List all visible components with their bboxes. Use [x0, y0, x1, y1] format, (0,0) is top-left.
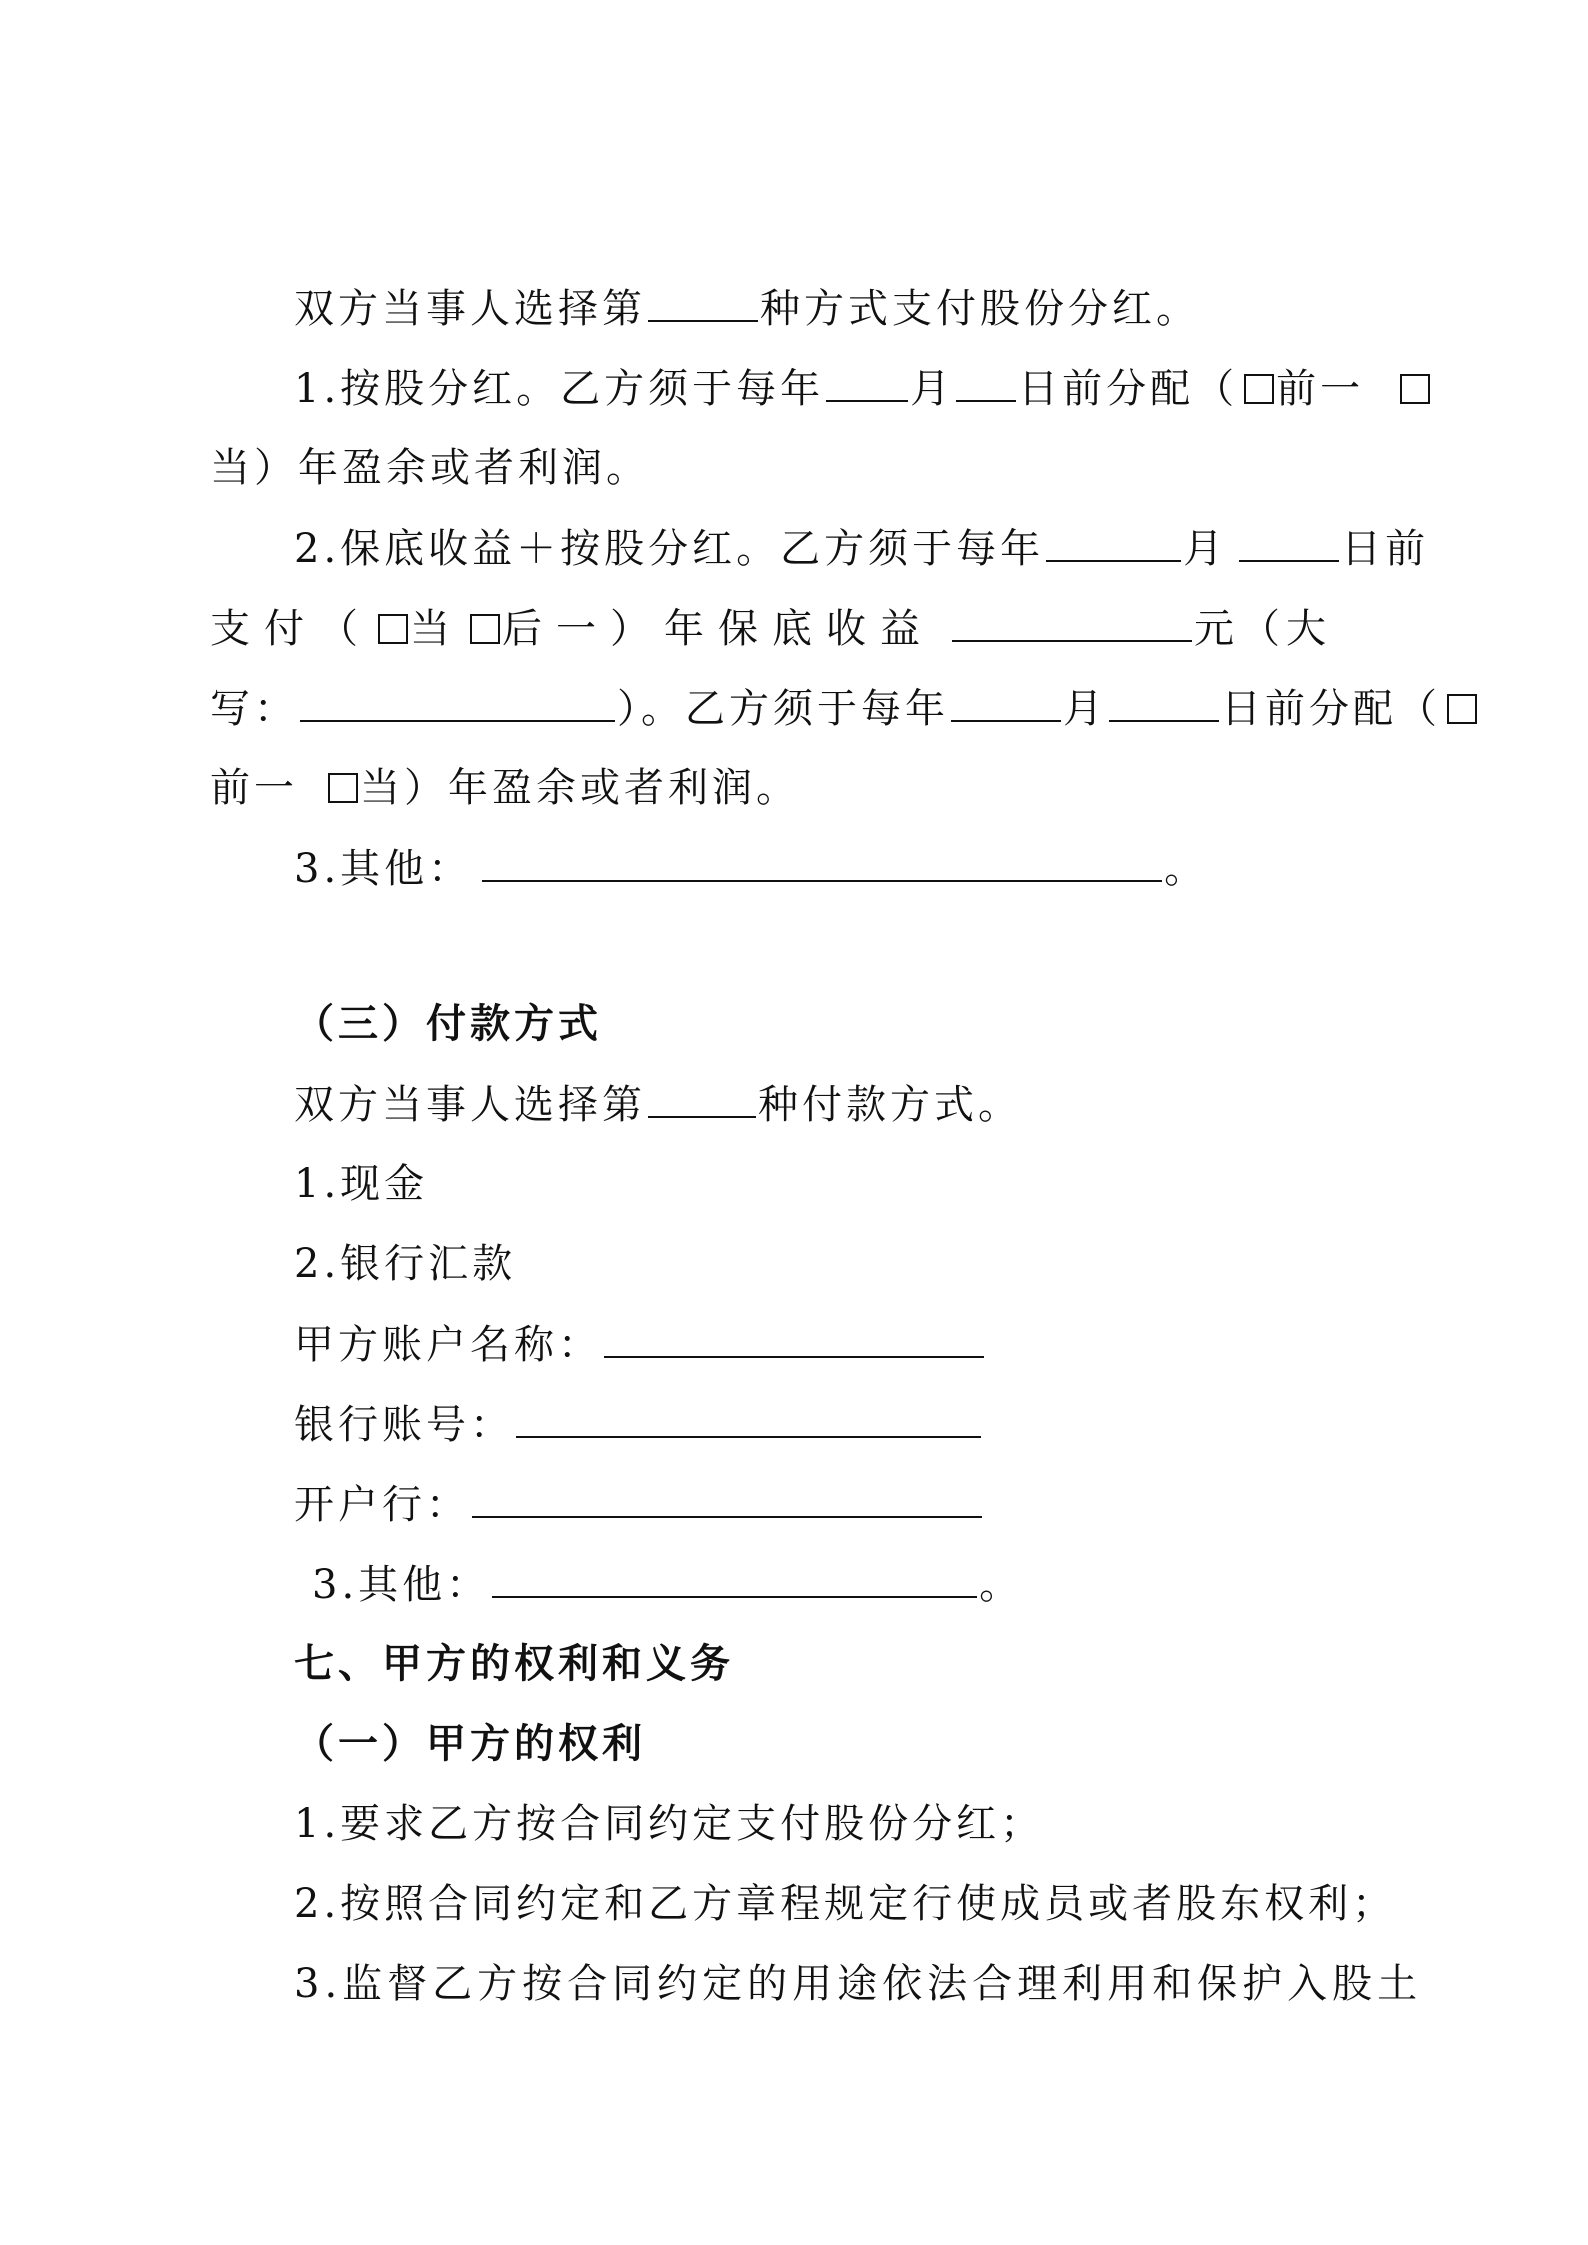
- account-name-line: [294, 1316, 986, 1373]
- party-a-rights-heading: （一）甲方的权利: [294, 1720, 646, 1767]
- option2-line4: [210, 760, 800, 816]
- payment-method-number-field[interactable]: [648, 1076, 756, 1118]
- option1-line1: [294, 360, 1432, 417]
- text: 2.保底收益＋按股分红。乙方须于每年: [294, 526, 1045, 572]
- text: 月: [910, 366, 955, 412]
- text: 种方式支付股份分红。: [760, 286, 1200, 332]
- account-name-field[interactable]: [604, 1316, 984, 1358]
- text: 后一）年保底收益: [502, 606, 934, 652]
- opt1-month-field[interactable]: [826, 360, 908, 402]
- text: 当）年盈余或者利润。: [210, 445, 650, 491]
- rights-item-2: 2.按照合同约定和乙方章程规定行使成员或者股东权利；: [294, 1881, 1397, 1927]
- text: 日前分配（: [1018, 366, 1239, 412]
- payment-heading: （三）付款方式: [294, 1000, 602, 1047]
- text: 支付（: [210, 606, 372, 652]
- opt2-guarantee-day-field[interactable]: [1239, 520, 1339, 562]
- payment-other-line: [312, 1556, 1023, 1613]
- section-seven-heading: 七、甲方的权利和义务: [294, 1640, 734, 1687]
- text: 。: [979, 1562, 1024, 1608]
- text: 1.按股分红。乙方须于每年: [294, 366, 825, 412]
- text: ）。乙方须于每年: [617, 686, 949, 732]
- opt1-previous-year-checkbox[interactable]: [1244, 374, 1274, 404]
- payment-other-field[interactable]: [492, 1556, 977, 1598]
- opt2-next-year-checkbox[interactable]: [470, 614, 500, 644]
- account-number-field[interactable]: [516, 1396, 981, 1438]
- text: 日前: [1341, 526, 1430, 572]
- opt2-dividend-month-field[interactable]: [951, 680, 1061, 722]
- opt2-guarantee-amount-field[interactable]: [952, 600, 1192, 642]
- opt2-guarantee-month-field[interactable]: [1046, 520, 1181, 562]
- rights-item-3: 3.监督乙方按合同约定的用途依法合理利用和保护入股土: [294, 1961, 1423, 2007]
- rights-item-1: 1.要求乙方按合同约定支付股份分红；: [294, 1801, 1045, 1847]
- method-number-field[interactable]: [648, 280, 758, 322]
- text: 元（大: [1194, 606, 1332, 652]
- text: 月: [1183, 526, 1228, 572]
- text: 双方当事人选择第: [294, 286, 646, 332]
- opt2-dividend-day-field[interactable]: [1109, 680, 1219, 722]
- text: 3.其他：: [312, 1562, 491, 1608]
- opt3-other-field[interactable]: [482, 840, 1162, 882]
- option2-line2: [210, 600, 1332, 657]
- opt1-current-year-checkbox[interactable]: [1400, 374, 1430, 404]
- dividend-method-line: [294, 280, 1200, 337]
- opt2-amount-in-words-field[interactable]: [300, 680, 615, 722]
- opt1-day-field[interactable]: [956, 360, 1016, 402]
- account-number-line: [294, 1396, 983, 1453]
- text: 双方当事人选择第: [294, 1082, 646, 1128]
- option3-line: [294, 840, 1208, 897]
- text: 3.其他：: [294, 846, 473, 892]
- option1-line2: [210, 440, 650, 496]
- payment-bank: 2.银行汇款: [294, 1241, 517, 1287]
- text: 银行账号：: [294, 1402, 514, 1448]
- text: 开户行：: [294, 1482, 470, 1528]
- option2-line1: [294, 520, 1429, 577]
- text: 月: [1063, 686, 1107, 732]
- opt2-previous-year-checkbox[interactable]: [1447, 694, 1477, 724]
- text: 当）年盈余或者利润。: [360, 765, 800, 811]
- text: 甲方账户名称：: [294, 1322, 602, 1368]
- text: 前一: [210, 765, 298, 811]
- text: 写：: [210, 686, 298, 732]
- text: 当: [410, 606, 464, 652]
- bank-branch-line: [294, 1476, 984, 1533]
- opt2-current-year-checkbox[interactable]: [378, 614, 408, 644]
- text: 。: [1164, 846, 1209, 892]
- payment-method-line: [294, 1076, 1022, 1133]
- option2-line3: [210, 680, 1479, 737]
- bank-branch-field[interactable]: [472, 1476, 982, 1518]
- text: 种付款方式。: [758, 1082, 1022, 1128]
- text: 日前分配（: [1221, 686, 1441, 732]
- opt2-current-year-checkbox-2[interactable]: [328, 773, 358, 803]
- text: 前一: [1276, 366, 1365, 412]
- payment-cash: 1.现金: [294, 1161, 429, 1207]
